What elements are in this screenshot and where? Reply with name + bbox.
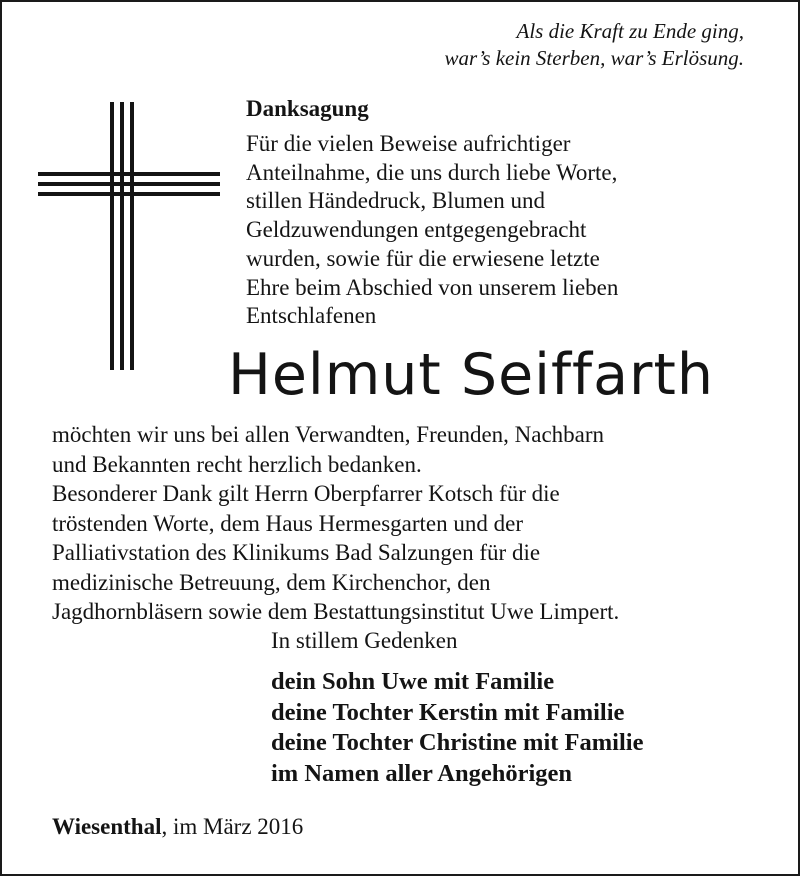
family-line: dein Sohn Uwe mit Familie — [271, 668, 555, 695]
text-line: Anteilnahme, die uns durch liebe Worte, — [246, 159, 618, 185]
family-signatures — [271, 667, 643, 789]
text-line: und Bekannten recht herzlich bedanken. — [52, 451, 422, 477]
text-line: wurden, sowie für die erwiesene letzte — [246, 245, 600, 271]
memory-line: In stillem Gedenken — [271, 628, 458, 653]
text-line: Palliativstation des Klinikums Bad Salzungen für die — [52, 540, 541, 565]
family-line: im Namen aller Angehörigen — [271, 759, 573, 787]
text-line: Entschlafenen — [246, 303, 377, 329]
text-line: Für die vielen Beweise aufrichtiger — [246, 131, 571, 156]
text-line: Besonderer Dank gilt Herrn Oberpfarrer Kotsch für die — [52, 481, 560, 506]
place-date — [52, 812, 303, 842]
text-line: Geldzuwendungen entgegengebracht — [246, 217, 587, 243]
motto-line: war’s kein Sterben, war’s Erlösung. — [444, 46, 744, 70]
text-line: möchten wir uns bei allen Verwandten, Freunden, Nachbarn — [52, 422, 605, 447]
motto-line: Als die Kraft zu Ende ging, — [516, 19, 744, 43]
thanks-text — [246, 130, 766, 331]
thanks-heading: Danksagung — [246, 96, 369, 121]
text-line: tröstenden Worte, dem Haus Hermesgarten und der — [52, 510, 523, 536]
place-town: Wiesenthal — [52, 814, 162, 839]
deceased-name: Helmut Seiffarth — [228, 342, 714, 408]
text-line: Ehre beim Abschied von unserem lieben — [246, 274, 619, 300]
family-line: deine Tochter Kerstin mit Familie — [271, 698, 625, 726]
text-line: Jagdhornbläsern sowie dem Bestattungsinstitut Uwe Limpert. — [52, 599, 620, 624]
cross-icon — [38, 102, 220, 370]
family-line: deine Tochter Christine mit Familie — [271, 729, 644, 756]
main-text — [52, 420, 782, 627]
place-date-text: , im März 2016 — [161, 814, 304, 839]
motto-verse — [445, 18, 744, 72]
text-line: stillen Händedruck, Blumen und — [246, 188, 545, 214]
text-line: medizinische Betreuung, dem Kirchenchor, den — [52, 569, 491, 595]
